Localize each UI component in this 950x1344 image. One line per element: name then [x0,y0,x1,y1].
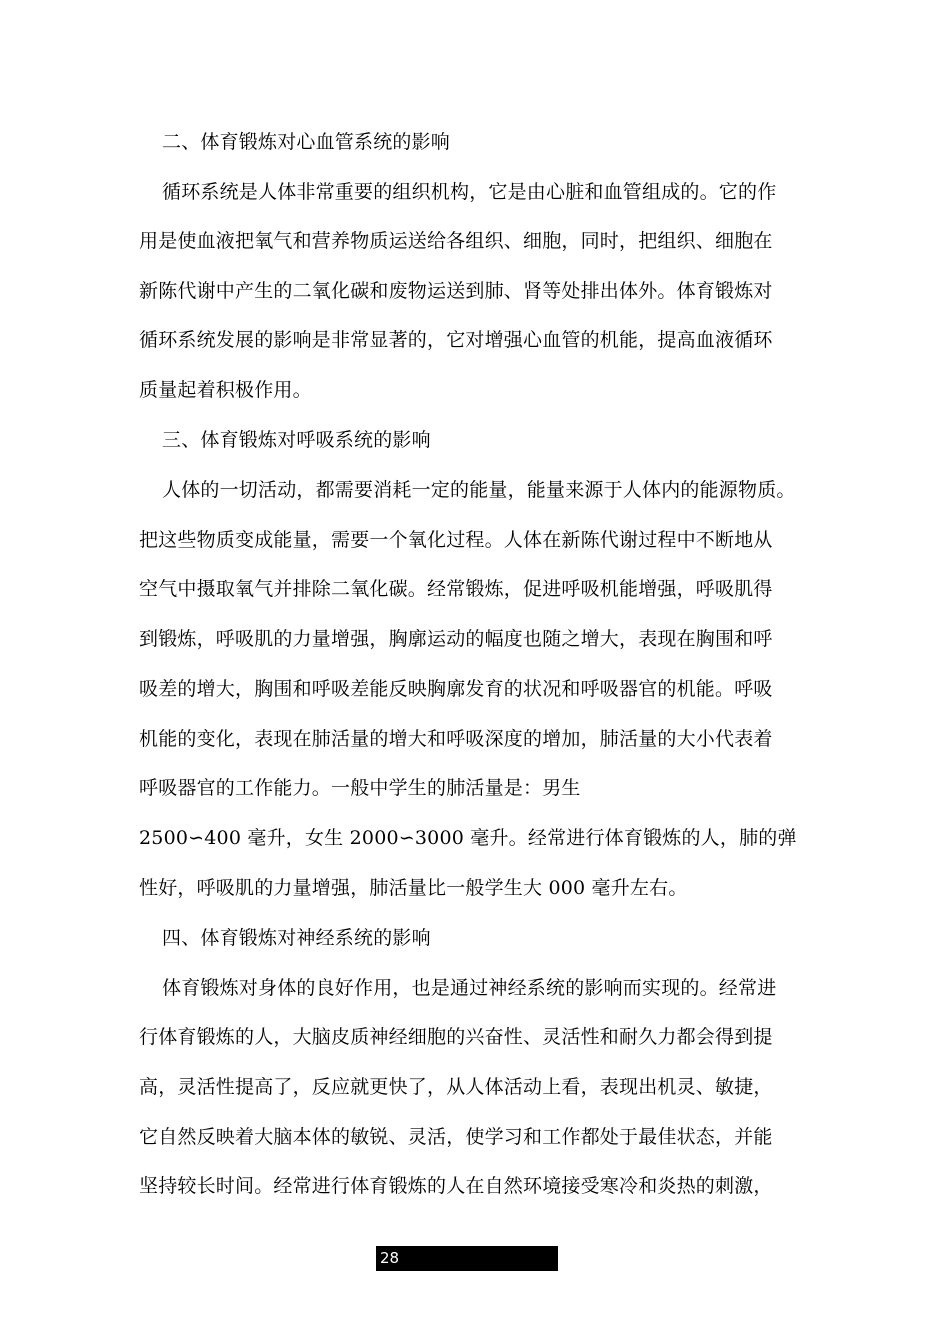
paragraph-line: 把这些物质变成能量，需要一个氧化过程。人体在新陈代谢过程中不断地从 [139,529,773,551]
paragraph-line: 用是使血液把氧气和营养物质运送给各组织、细胞，同时，把组织、细胞在 [139,230,773,252]
paragraph-line: 人体的一切活动，都需要消耗一定的能量，能量来源于人体内的能源物质。 [162,479,796,501]
paragraph-line: 它自然反映着大脑本体的敏锐、灵活，使学习和工作都处于最佳状态，并能 [139,1126,773,1148]
heading-respiratory: 三、体育锻炼对呼吸系统的影响 [162,429,431,451]
heading-cardiovascular: 二、体育锻炼对心血管系统的影响 [162,131,451,153]
page-number: 28 [376,1246,558,1271]
paragraph-line: 循环系统是人体非常重要的组织机构，它是由心脏和血管组成的。它的作 [162,181,777,203]
paragraph-line: 2500∽400 毫升，女生 2000∽3000 毫升。经常进行体育锻炼的人，肺的弹 [139,827,797,849]
paragraph-line: 质量起着积极作用。 [139,379,312,401]
paragraph-line: 行体育锻炼的人，大脑皮质神经细胞的兴奋性、灵活性和耐久力都会得到提 [139,1026,773,1048]
paragraph-line: 坚持较长时间。经常进行体育锻炼的人在自然环境接受寒冷和炎热的刺激， [139,1175,773,1197]
paragraph-line: 呼吸器官的工作能力。一般中学生的肺活量是：男生 [139,777,581,799]
paragraph-line: 吸差的增大，胸围和呼吸差能反映胸廓发育的状况和呼吸器官的机能。呼吸 [139,678,773,700]
paragraph-line: 到锻炼，呼吸肌的力量增强，胸廓运动的幅度也随之增大，表现在胸围和呼 [139,628,773,650]
paragraph-line: 机能的变化，表现在肺活量的增大和呼吸深度的增加，肺活量的大小代表着 [139,728,773,750]
paragraph-line: 体育锻炼对身体的良好作用，也是通过神经系统的影响而实现的。经常进 [162,977,777,999]
paragraph-line: 新陈代谢中产生的二氧化碳和废物运送到肺、肾等处排出体外。体育锻炼对 [139,280,773,302]
paragraph-line: 循环系统发展的影响是非常显著的，它对增强心血管的机能，提高血液循环 [139,329,773,351]
paragraph-line: 性好，呼吸肌的力量增强，肺活量比一般学生大 000 毫升左右。 [139,877,688,899]
paragraph-line: 高，灵活性提高了，反应就更快了，从人体活动上看，表现出机灵、敏捷， [139,1076,773,1098]
paragraph-line: 空气中摄取氧气并排除二氧化碳。经常锻炼，促进呼吸机能增强，呼吸肌得 [139,578,773,600]
heading-nervous: 四、体育锻炼对神经系统的影响 [162,927,431,949]
